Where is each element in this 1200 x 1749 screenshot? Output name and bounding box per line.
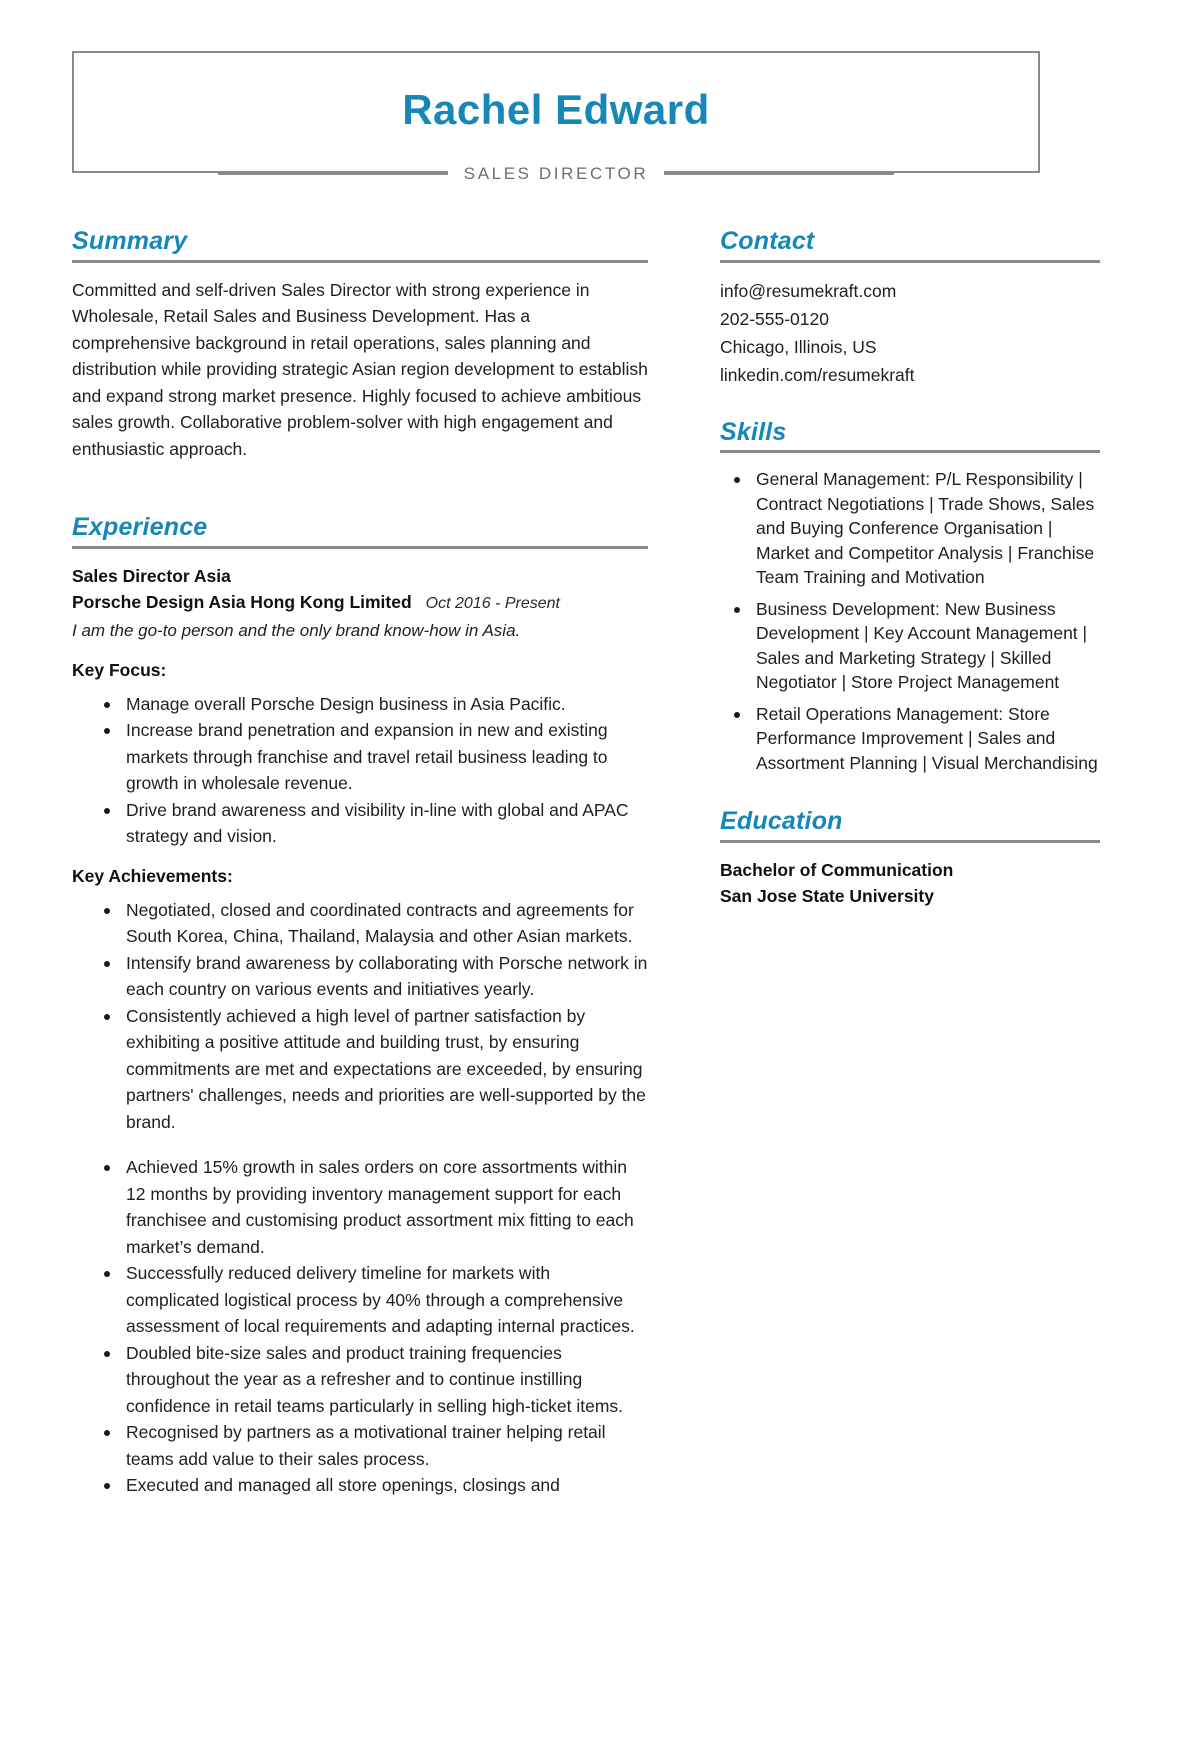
section-summary — [72, 228, 648, 462]
sidebar-column — [680, 228, 1100, 1503]
section-rule-education — [720, 840, 1100, 843]
title-rule-left — [218, 173, 448, 175]
key-focus-heading: Key Focus: — [72, 659, 167, 680]
section-education — [720, 808, 1100, 909]
job-dates: Oct 2016 - Present — [425, 594, 560, 612]
list-item: General Management: P/L Responsibility | Contract Negotiations | Trade Shows, Sales and Buying Conference Organisation | Market and Competitor Analysis | Franchise Team Training and Motivation — [734, 467, 1100, 590]
title-rule-right — [664, 173, 894, 175]
resume-body — [0, 228, 1200, 1503]
list-item: Business Development: New Business Development | Key Account Management | Sales and Marketing Strategy | Skilled Negotiator | Store Project Management — [734, 597, 1100, 695]
section-title-skills: Skills — [720, 417, 787, 446]
job-company-line — [72, 589, 648, 617]
section-experience — [72, 514, 648, 1499]
section-rule-contact — [720, 260, 1100, 263]
education-school: San Jose State University — [720, 885, 934, 906]
header-name-box — [72, 51, 1040, 183]
skills-list — [720, 467, 1100, 775]
section-title-education: Education — [720, 807, 843, 835]
section-skills — [720, 419, 1100, 776]
contact-linkedin[interactable]: linkedin.com/resumekraft — [720, 364, 915, 385]
section-title-experience: Experience — [72, 513, 208, 541]
candidate-job-title: SALES DIRECTOR — [448, 164, 664, 184]
key-achievements-heading: Key Achievements: — [72, 865, 233, 886]
list-item: Increase brand penetration and expansion in new and existing markets through franchise and travel retail business leading to growth in wholesale revenue. — [104, 717, 648, 797]
summary-text: Committed and self-driven Sales Director with strong experience in Wholesale, Retail Sales and Business Development. Has a comprehensive background in retail operations, sales planning and distribution while providing strategic Asian region development to establish and expand strong market presence. Highly focused to achieve ambitious sales growth. Collaborative problem-solver with high engagement and enthusiastic approach. — [72, 279, 648, 459]
header-title-band — [74, 164, 1038, 184]
list-item: Intensify brand awareness by collaborating with Porsche network in each country on various events and initiatives yearly. — [104, 950, 648, 1003]
section-title-summary: Summary — [72, 227, 188, 255]
contact-location: Chicago, Illinois, US — [720, 336, 877, 357]
list-item: Recognised by partners as a motivational trainer helping retail teams add value to their sales process. — [104, 1419, 648, 1472]
list-item: Negotiated, closed and coordinated contracts and agreements for South Korea, China, Thailand, Malaysia and other Asian markets. — [104, 897, 648, 950]
contact-phone[interactable]: 202-555-0120 — [720, 308, 829, 329]
list-item: Drive brand awareness and visibility in-line with global and APAC strategy and vision. — [104, 797, 648, 850]
job-role: Sales Director Asia — [72, 565, 231, 586]
job-company: Porsche Design Asia Hong Kong Limited — [72, 591, 412, 612]
key-focus-list — [72, 691, 648, 850]
list-item: Retail Operations Management: Store Performance Improvement | Sales and Assortment Planning | Visual Merchandising — [734, 702, 1100, 776]
list-item: Achieved 15% growth in sales orders on core assortments within 12 months by providing inventory management support for each franchisee and customising product assortment mix fitting to each market’s demand. — [104, 1154, 648, 1260]
section-rule-experience — [72, 546, 648, 549]
resume-page — [0, 51, 1200, 1749]
contact-email[interactable]: info@resumekraft.com — [720, 280, 897, 301]
education-degree: Bachelor of Communication — [720, 859, 954, 880]
key-achievements-list — [72, 897, 648, 1499]
section-rule-skills — [720, 450, 1100, 453]
list-item: Manage overall Porsche Design business in Asia Pacific. — [104, 691, 648, 718]
experience-entry — [72, 563, 648, 1499]
education-entry — [720, 857, 1100, 909]
list-item: Executed and managed all store openings, closings and — [104, 1472, 648, 1499]
spacer — [720, 393, 1100, 419]
list-item: Successfully reduced delivery timeline for markets with complicated logistical process by 40% through a comprehensive assessment of local requirements and adapting internal practices. — [104, 1260, 648, 1340]
spacer — [72, 466, 648, 514]
list-item: Consistently achieved a high level of partner satisfaction by exhibiting a positive attitude and building trust, by ensuring commitments are met and expectations are exceeded, by ensuring partners' challenges, needs and priorities are well-supported by the brand. — [104, 1003, 648, 1136]
section-contact — [720, 228, 1100, 389]
list-item: Doubled bite-size sales and product training frequencies throughout the year as a refresher and to continue instilling confidence in retail teams particularly in selling high-ticket items. — [104, 1340, 648, 1420]
section-title-contact: Contact — [720, 227, 815, 255]
job-tagline: I am the go-to person and the only brand know-how in Asia. — [72, 620, 521, 640]
spacer — [720, 782, 1100, 808]
section-rule-summary — [72, 260, 648, 263]
resume-header — [72, 51, 1040, 183]
main-column — [72, 228, 680, 1503]
candidate-name: Rachel Edward — [402, 86, 710, 133]
